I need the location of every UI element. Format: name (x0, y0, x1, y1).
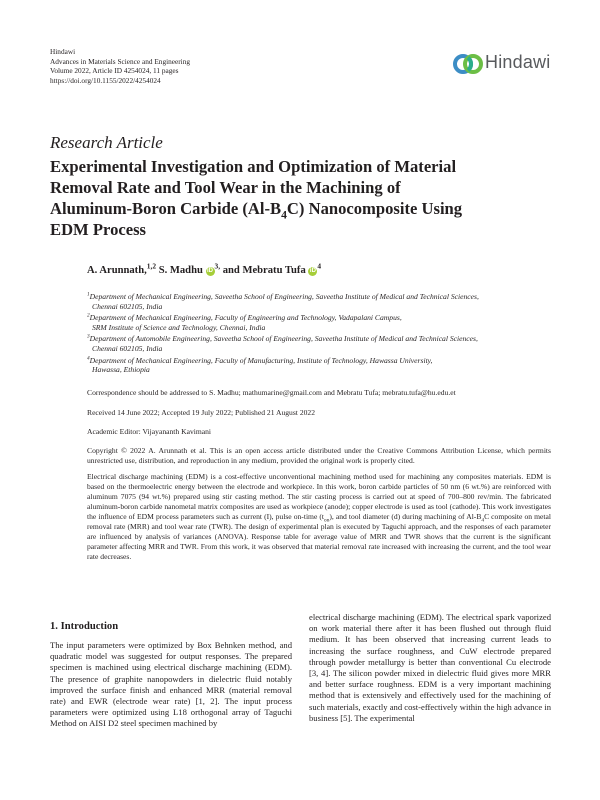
affiliation: $^4$Department of Mechanical Engineering, Faculty of Manufacturing, Institute of Technology, Hawassa University, Hawassa, Ethiopia (87, 355, 433, 375)
journal-name: Advances in Materials Science and Engineering (50, 56, 191, 66)
hindawi-logo (452, 48, 552, 80)
journal-meta (50, 47, 190, 85)
affiliations (87, 292, 557, 377)
correspondence: Correspondence should be addressed to S. Madhu; mathumarine@gmail.com and Mebratu Tufa; mebratu.tufa@hu.edu.et (87, 388, 456, 397)
doi-link[interactable]: https://doi.org/10.1155/2022/4254024 (50, 75, 161, 85)
title-line-3: Aluminum-Boron Carbide $(Al-B_4C)$ Nanocomposite Using (50, 199, 463, 222)
academic-editor: Academic Editor: Vijayananth Kavimani (87, 427, 212, 436)
affiliation: $^1$Department of Mechanical Engineering, Saveetha School of Engineering, Saveetha Institute of Medical and Technical Sciences, Chennai 602105, India (87, 291, 479, 311)
abstract: Electrical discharge machining (EDM) is a cost-effective unconventional machining method used for machining any composites materials. EDM is based on the thermoelectric energy between the electrode and workpiece. In this work, boron carbide particles of 50 nm (6 wt.%) are reinforced with aluminum 7075 (94 wt.%) prepared using stir casting method. The stir casting process is carried out at speed of 700–800 rev/min. The fabricated aluminum-boron carbide nanometal matrix composites are used as workpiece (anode); copper electrode is used as tool (cathode). This work investigates the influence of EDM process parameters such as current (I), pulse on-time $(t_{on})$, and tool diameter (d) during machining of $Al-B_4C$ composite on metal removal rate (MRR) and tool wear rate (TWR). The design of experimental plan is executed by Taguchi approach, and the responses of each parameter are influenced by analysis of variances (ANOVA). Response table for average value of MRR and TWR shows that the current is the significant parameter affecting MRR and TWR. From this work, it was observed that material removal rate increased with increasing the current, and the tool wear rate decreases. (87, 472, 551, 561)
title-line-4: EDM Process (50, 220, 147, 239)
orcid-icon[interactable]: iD (207, 268, 214, 274)
title-line-1: Experimental Investigation and Optimization of Material (50, 157, 457, 176)
affiliation: $^3$Department of Automobile Engineering, Saveetha School of Engineering, Saveetha Institute of Medical and Technical Sciences, Chennai 602105, India (87, 333, 478, 354)
author-affil-ref: 3, (214, 261, 221, 271)
affiliation: $^2$Department of Mechanical Engineering, Faculty of Engineering and Technology, Vadapalani Campus, SRM Institute of Science and Technology, Chennai, India (87, 312, 402, 332)
section-heading-introduction: 1. Introduction (50, 621, 119, 632)
author-name[interactable]: and Mebratu Tufa (222, 265, 306, 276)
body-text-right-column: electrical discharge machining (EDM). The electrical spark vaporized on work material there after it has been flushed out through fluid medium. It has been observed that increasing current leads to increasing the surface roughness, and CuW electrode prepared through powder metallurgy is better than conventional Cu electrode [3, 4]. The silicon powder mixed in dielectric fluid gives more MRR and better surface roughness. EDM is a very important machining method that is extensively and effectively used for the machining of such materials, exactly and cost-effectively within the high advance in business [5]. The experimental (309, 612, 551, 723)
copyright-notice: Copyright © 2022 A. Arunnath et al. This is an open access article distributed under the Creative Commons Attribution License, which permits unrestricted use, distribution, and reproduction in any medium, provided the original work is properly cited. (87, 446, 551, 465)
author-name[interactable]: S. Madhu (158, 265, 203, 276)
orcid-icon[interactable]: iD (309, 268, 316, 274)
body-text-left-column: The input parameters were optimized by Box Behnken method, and quadratic model was suggested for output responses. The prepared specimen is machined using electrical discharge machining (EDM). The presence of graphite nanopowders in dielectric fluid notably improved the surface finish and enhanced MRR (material removal rate) and EWR (electrode wear rate) [1, 2]. The input process parameters were optimized using L18 orthogonal array of Taguchi Method on AISI D2 steel specimen machined by (50, 640, 292, 729)
hindawi-logo-text: Hindawi (485, 52, 551, 72)
volume-info: Volume 2022, Article ID 4254024, 11 pages (50, 66, 179, 76)
hindawi-logo-icon (452, 48, 484, 80)
author-affil-ref: 4 (317, 261, 322, 271)
article-title (50, 156, 550, 240)
title-line-2: Removal Rate and Tool Wear in the Machining of (50, 178, 401, 197)
article-type: Research Article (50, 133, 163, 152)
author-affil-ref: 1,2 (146, 261, 157, 271)
publication-dates: Received 14 June 2022; Accepted 19 July 2022; Published 21 August 2022 (87, 408, 316, 417)
author-name[interactable]: A. Arunnath, (87, 265, 147, 276)
author-list (87, 261, 322, 276)
publisher-name: Hindawi (50, 47, 76, 56)
